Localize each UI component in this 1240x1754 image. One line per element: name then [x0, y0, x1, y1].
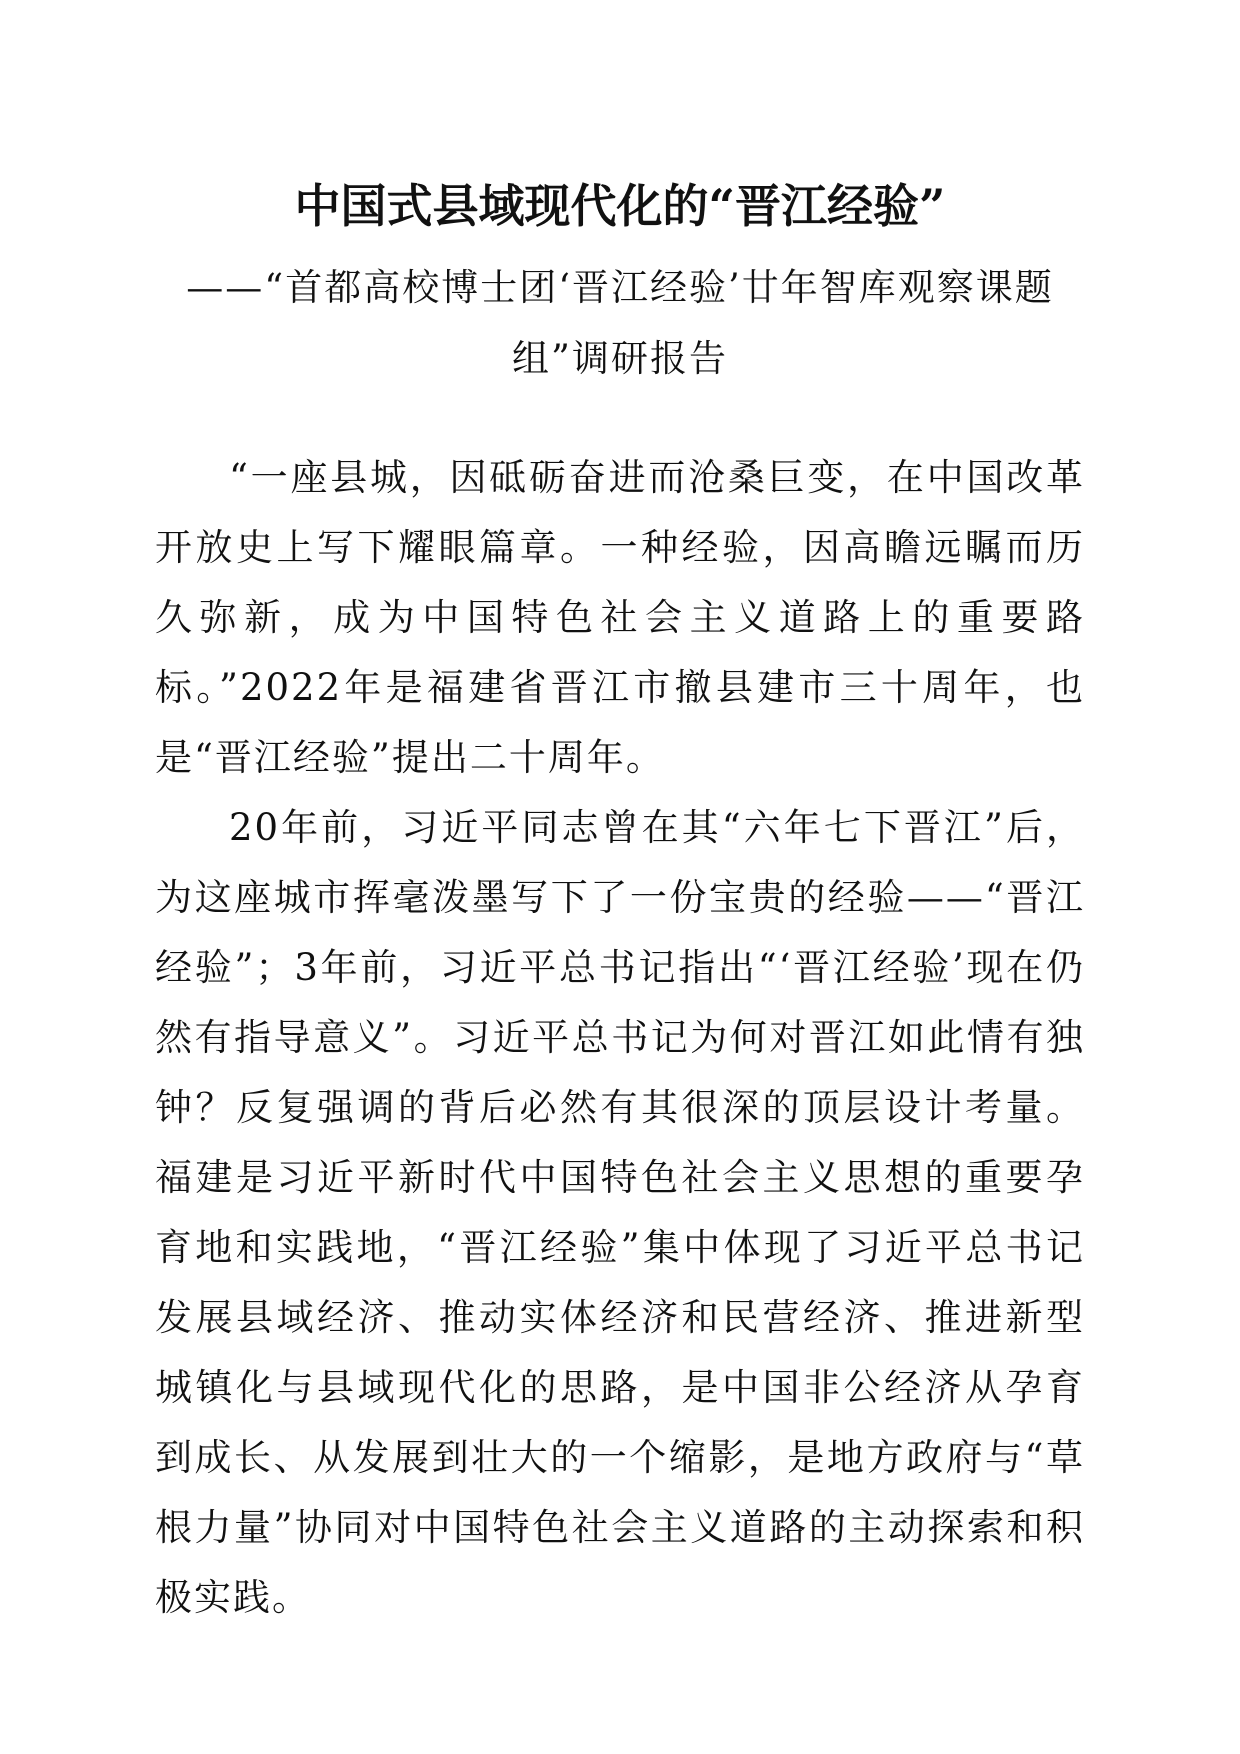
body-text [155, 443, 1085, 1633]
paragraph-1: “一座县城，因砥砺奋进而沧桑巨变，在中国改革开放史上写下耀眼篇章。一种经验，因高瞻远瞩而历久弥新，成为中国特色社会主义道路上的重要路标。”2022年是福建省晋江市撤县建市三十周年，也是“晋江经验”提出二十周年。 [155, 456, 1085, 779]
paragraph-2: 20年前，习近平同志曾在其“六年七下晋江”后，为这座城市挥毫泼墨写下了一份宝贵的经验——“晋江经验”；3年前，习近平总书记指出“‘晋江经验’现在仍然有指导意义”。习近平总书记为何对晋江如此情有独钟？反复强调的背后必然有其很深的顶层设计考量。福建是习近平新时代中国特色社会主义思想的重要孕育地和实践地，“晋江经验”集中体现了习近平总书记发展县域经济、推动实体经济和民营经济、推进新型城镇化与县域现代化的思路，是中国非公经济从孕育到成长、从发展到壮大的一个缩影，是地方政府与“草根力量”协同对中国特色社会主义道路的主动探索和积极实践。 [155, 806, 1085, 1619]
page-subtitle: ——“首都高校博士团‘晋江经验’廿年智库观察课题组”调研报告 [186, 266, 1054, 380]
page-title: 中国式县域现代化的“晋江经验” [294, 179, 946, 233]
